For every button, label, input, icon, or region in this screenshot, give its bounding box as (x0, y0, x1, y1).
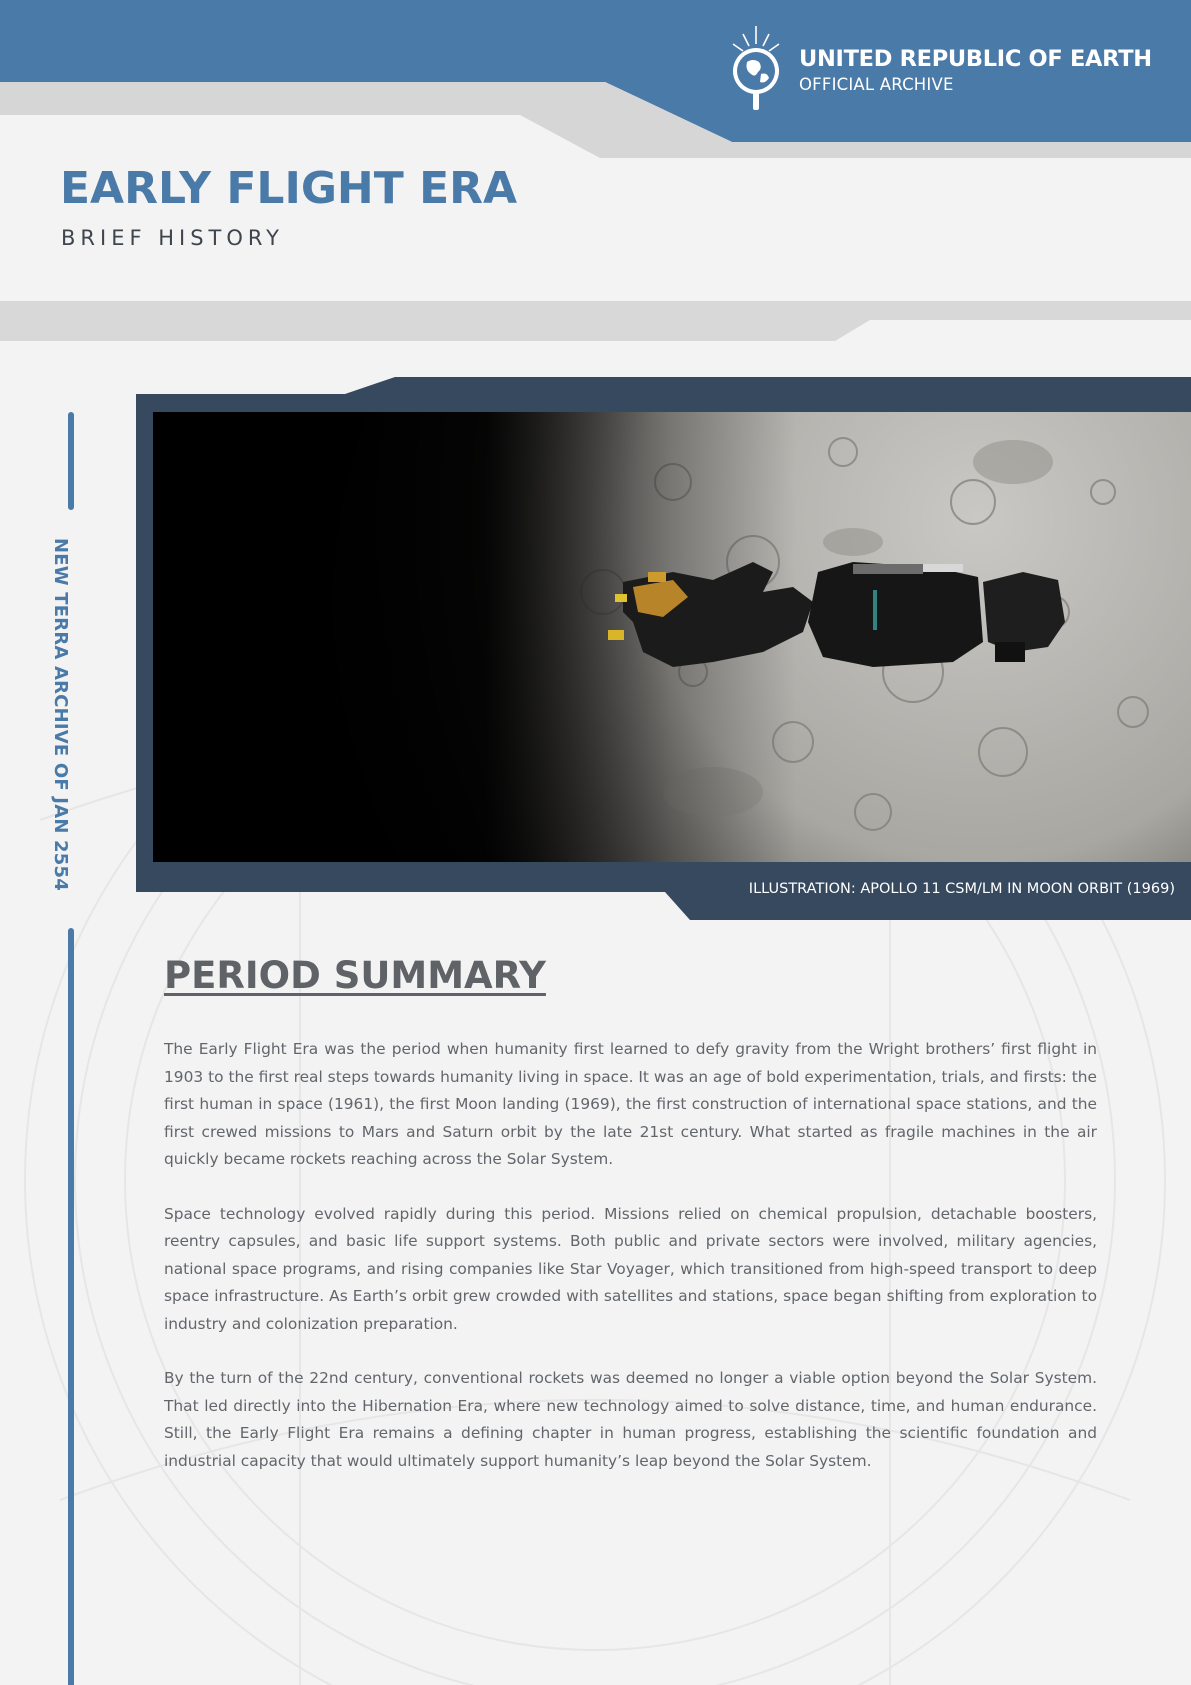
section-heading: PERIOD SUMMARY (164, 954, 546, 997)
summary-paragraph: Space technology evolved rapidly during this period. Missions relied on chemical propulsion, detachable boosters, reentry capsules, and basic life support systems. Both public and private sectors were involved, military agencies, national space programs, and rising companies like Star Voyager, which transitioned from high-speed transport to deep space infrastructure. As Earth’s orbit grew crowded with satellites and stations, space began shifting from exploration to industry and colonization preparation. (164, 1204, 1097, 1333)
moon-orbit-illustration (153, 412, 1191, 862)
side-rule-bottom (68, 928, 74, 1685)
header-banner (0, 0, 1191, 170)
organization-subtitle: OFFICIAL ARCHIVE (799, 75, 954, 94)
summary-body (164, 1036, 1097, 1502)
illustration-caption: ILLUSTRATION: APOLLO 11 CSM/LM IN MOON ORBIT (1969) (748, 881, 1175, 897)
side-rule-top (68, 412, 74, 510)
divider-band (0, 298, 1191, 343)
organization-name: UNITED REPUBLIC OF EARTH (799, 46, 1152, 72)
page-title: EARLY FLIGHT ERA (60, 163, 518, 214)
summary-paragraph: By the turn of the 22nd century, conventional rockets was deemed no longer a viable option beyond the Solar System. That led directly into the Hibernation Era, where new technology aimed to solve distance, time, and human endurance. Still, the Early Flight Era remains a defining chapter in human progress, establishing the scientific foundation and industrial capacity that would ultimately support humanity’s leap beyond the Solar System. (164, 1369, 1097, 1470)
summary-paragraph: The Early Flight Era was the period when humanity first learned to defy gravity from the Wright brothers’ first flight in 1903 to the first real steps towards humanity living in space. It was an age of bold experimentation, trials, and firsts: the first human in space (1961), the first Moon landing (1969), the first construction of international space stations, and the first crewed missions to Mars and Saturn orbit by the late 21st century. What started as fragile machines in the air quickly became rockets reaching across the Solar System. (164, 1040, 1097, 1168)
page-subtitle: BRIEF HISTORY (61, 226, 284, 250)
globe-seal-icon (725, 24, 787, 112)
side-archive-text: NEW TERRA ARCHIVE OF JAN 2554 (50, 538, 71, 891)
